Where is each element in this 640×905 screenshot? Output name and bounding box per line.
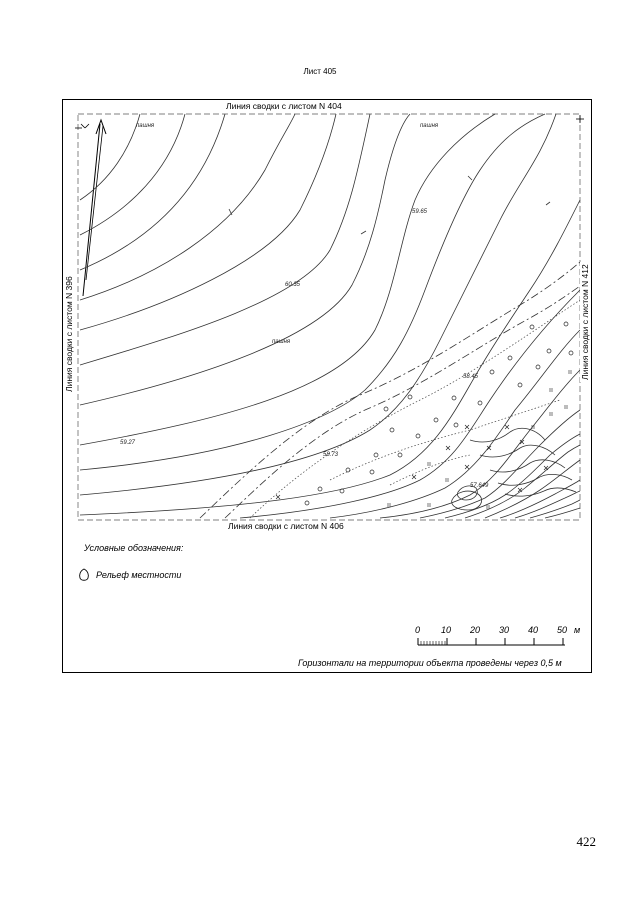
map-inner-border xyxy=(78,114,580,520)
sheet-title: Лист 405 xyxy=(303,67,337,76)
elevation-label: 59.27 xyxy=(120,440,136,446)
legend-title: Условные обозначения: xyxy=(84,543,184,553)
legend-item-relief xyxy=(78,568,181,582)
north-arrow-icon xyxy=(81,120,106,296)
elevation-label: 59.65 xyxy=(412,209,428,215)
scale-tick-label: 50 xyxy=(557,625,568,635)
land-label: пашня xyxy=(420,123,439,129)
land-label: пашня xyxy=(272,339,291,345)
edge-label-top: Линия сводки с листом N 404 xyxy=(226,101,342,111)
page-number: 422 xyxy=(576,834,596,849)
relief-markers xyxy=(305,322,573,505)
elevation-label: 58.73 xyxy=(323,452,339,458)
scale-tick-label: 10 xyxy=(441,625,452,635)
edge-label-right-wrap xyxy=(580,244,592,394)
scale-tick-label: 40 xyxy=(528,625,539,635)
legend-item-label: Рельеф местности xyxy=(96,570,182,580)
scale-tick-label: 20 xyxy=(470,625,481,635)
edge-label-left: Линия сводки с листом N 396 xyxy=(64,276,74,392)
scale-tick-label: 30 xyxy=(499,625,510,635)
elevation-label: 57.649 xyxy=(470,483,489,489)
scale-bar xyxy=(418,638,565,645)
scale-caption: Горизонтали на территории объекта проведены через 0,5 м xyxy=(298,658,562,668)
elevation-label: 58.45 xyxy=(463,374,479,380)
scale-tick-label: 0 xyxy=(415,625,421,635)
relief-marker-icon xyxy=(78,568,90,582)
land-label: пашня xyxy=(136,123,155,129)
edge-label-right: Линия сводки с листом N 412 xyxy=(580,264,590,380)
scale-unit: м xyxy=(574,625,581,635)
edge-label-bottom: Линия сводки с листом N 406 xyxy=(228,521,344,531)
edge-label-left-wrap xyxy=(64,244,74,404)
elevation-label: 60.35 xyxy=(285,282,301,288)
